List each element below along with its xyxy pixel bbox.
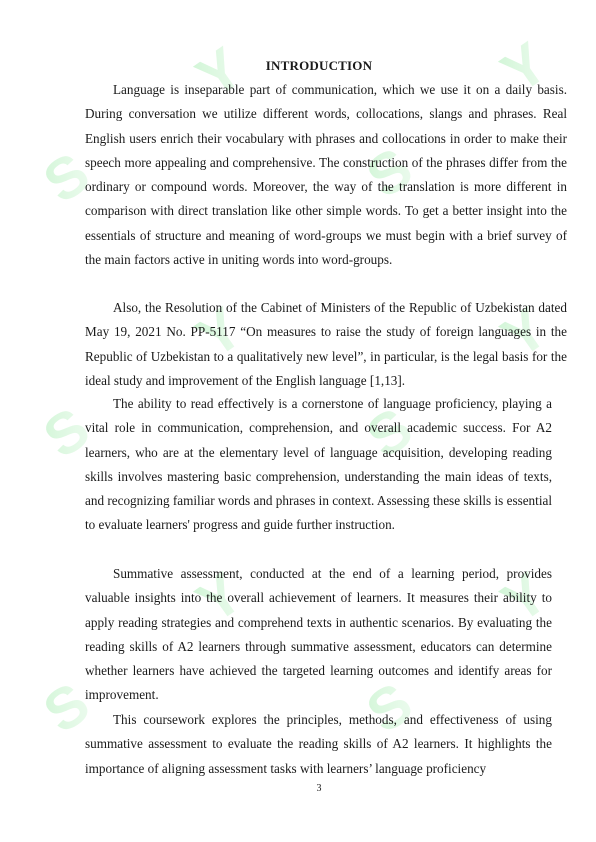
watermark-glyph: Y bbox=[185, 560, 255, 636]
paragraph-reading-ability: The ability to read effectively is a cornerstone of language proficiency, playing a vital role in communication, comprehension, and overall academic success. For A2 learners, who are at the elementary level of language acquisition, developing reading skills involves mastering basic comprehension, understanding the main ideas of texts, and recognizing familiar words and phrases in context. Assessing these skills is essential to evaluate learners' progress and guide further instruction. bbox=[85, 396, 552, 533]
watermark-glyph: Y bbox=[490, 30, 560, 106]
watermark-glyph: S bbox=[32, 395, 102, 471]
watermark-glyph: Y bbox=[490, 560, 560, 636]
watermark-glyph: S bbox=[355, 395, 425, 471]
watermark-glyph: Y bbox=[490, 295, 560, 371]
paragraph-summative-assessment: Summative assessment, conducted at the end of a learning period, provides valuable insights into the overall achievement of learners. It measures their ability to apply reading strategies and comprehend texts in authentic scenarios. By evaluating the reading skills of A2 learners through summative assessment, educators can determine whether learners have achieved the targeted learning outcomes and identify areas for improvement. bbox=[85, 566, 552, 703]
page-number: 3 bbox=[316, 783, 322, 794]
paragraph-coursework: This coursework explores the principles, methods, and effectiveness of using summative assessment to evaluate the reading skills of A2 learners. It highlights the importance of aligning assessment tasks with learners’ language proficiency bbox=[85, 712, 552, 776]
watermark-glyph: S bbox=[32, 670, 102, 746]
watermark-glyph: Y bbox=[185, 35, 255, 111]
paragraph-language: Language is inseparable part of communication, which we use it on a daily basis. During conversation we utilize different words, collocations, slangs and phrases. Real English users enrich their vocabulary with phrases and collocations in order to make their speech more appealing and comprehensive. The construction of the phrases differ from the ordinary or compound words. Moreover, the way of the translation is more different in comparison with direct translation like other simple words. To get a better insight into the essentials of structure and meaning of word-groups we must begin with a brief survey of the main factors active in uniting words into word-groups. bbox=[85, 82, 567, 268]
watermark-glyph: Y bbox=[185, 295, 255, 371]
paragraph-resolution: Also, the Resolution of the Cabinet of Ministers of the Republic of Uzbekistan dated May 19, 2021 No. PP-5117 “On measures to raise the study of foreign languages in the Republic of Uzbekistan to a qualitatively new level”, in particular, is the legal basis for the ideal study and improvement of the English language [1,13]. bbox=[85, 300, 567, 388]
watermark-glyph: S bbox=[32, 140, 102, 216]
watermark-glyph: S bbox=[355, 670, 425, 746]
watermark-glyph: S bbox=[355, 135, 425, 211]
page-title: INTRODUCTION bbox=[265, 58, 373, 73]
